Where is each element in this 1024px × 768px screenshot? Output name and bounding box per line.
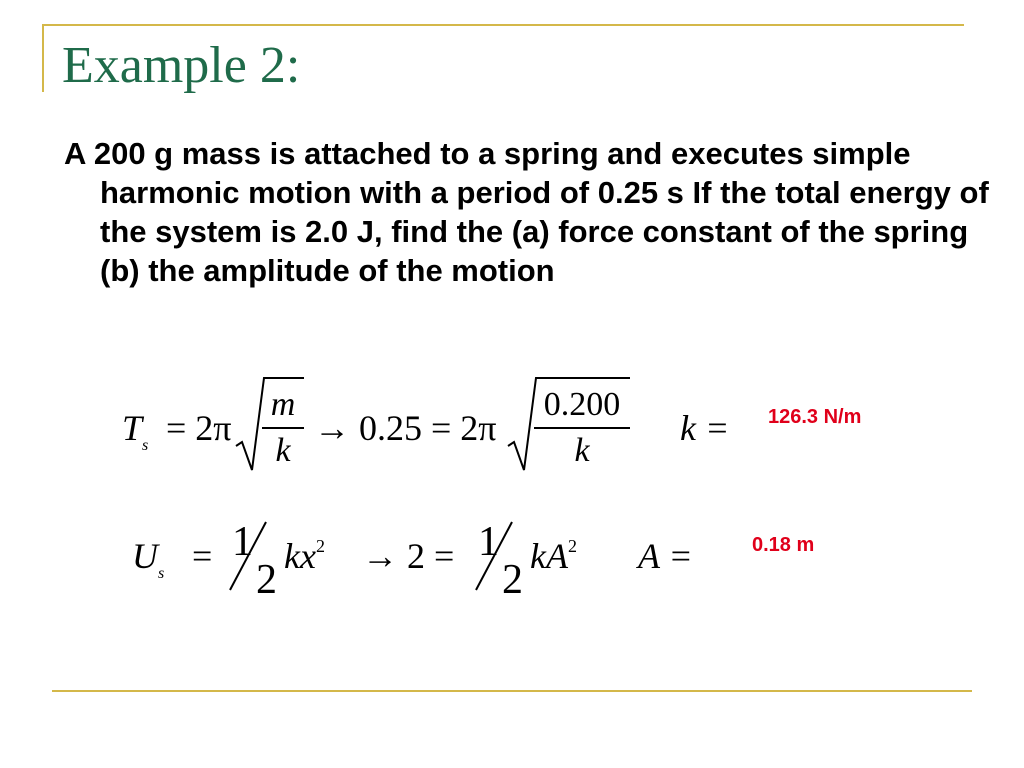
eq1-frac2-den: k — [574, 432, 590, 469]
eq2-lhs-sub: s — [158, 565, 165, 582]
eq1-answer: 126.3 N/m — [768, 406, 862, 428]
eq2-term2-exp: 2 — [567, 536, 577, 556]
problem-statement: A 200 g mass is attached to a spring and executes simple harmonic motion with a period of 0.25 s If the total energy of the system is 2.0 J, find the (a) force constant of the spring (b) the amplitude of the motion — [64, 136, 989, 288]
half-slash-1 — [230, 522, 266, 590]
eq1-frac1-den: k — [275, 432, 291, 469]
eq2-result-lhs: A = — [638, 536, 693, 576]
eq2-half-2-den: 2 — [502, 557, 523, 603]
eq2-equals: = — [192, 536, 213, 576]
eq2-half-1-den: 2 — [256, 557, 277, 603]
eq2-term1-exp: 2 — [315, 536, 325, 556]
eq2-term1-var: kx — [284, 536, 316, 576]
radical-1 — [236, 378, 304, 470]
eq1-2pi: = 2π — [166, 408, 232, 448]
half-slash-2 — [476, 522, 512, 590]
eq2-arrow: → 2 = — [362, 536, 455, 576]
eq2-half-1-num: 1 — [232, 519, 253, 565]
eq2-lhs-var: U — [132, 536, 158, 576]
eq2-answer: 0.18 m — [752, 534, 815, 556]
eq1-arrow: → 0.25 = 2π — [314, 408, 497, 448]
radical-2 — [508, 378, 630, 470]
eq1-frac2-num: 0.200 — [543, 386, 621, 423]
eq2-term2-var: kA — [530, 536, 568, 576]
eq1-lhs-sub: s — [142, 437, 149, 454]
eq1-result-lhs: k = — [680, 408, 730, 448]
eq1-frac1-num: m — [270, 386, 296, 423]
eq2-half-2-num: 1 — [478, 519, 499, 565]
slide-title: Example 2: — [62, 37, 301, 94]
eq1-lhs-var: T — [122, 408, 143, 448]
